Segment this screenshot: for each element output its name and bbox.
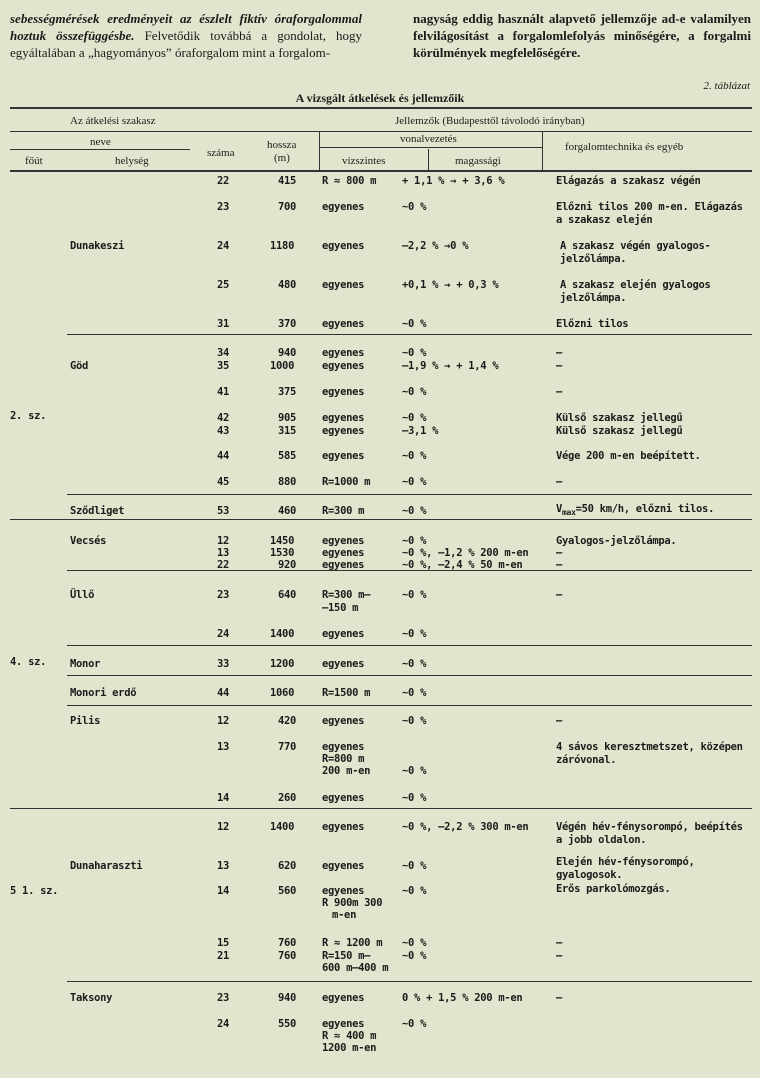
row-egyeb: Elején hév-fénysorompó, gyalogosok. [556, 856, 695, 881]
intro-right-paragraph: nagyság eddig használt alapvető jellemzője ad-e valamilyen felvilágosítást a forgalomlefolyás minőségére, a forgalmi körülmények megfelelőségére. [413, 11, 751, 60]
row-vizszintes: egyenes [322, 715, 365, 727]
row-hossza: 585 [278, 450, 297, 462]
row-vizszintes: egyenes [322, 318, 365, 330]
row-egyeb: Vége 200 m-en beépített. [556, 450, 701, 462]
row-szama: 34 [217, 347, 230, 359]
row-magassagi: ~0 % [402, 1018, 427, 1030]
intro-left-plain: Felvetődik továbbá a gondolat, hogy egyáltalában a „hagyományos” óraforgalom mint a forgalom- [10, 28, 362, 60]
row-egyeb: Külső szakasz jellegű [556, 425, 683, 437]
row-egyeb: Előzni tilos [556, 318, 629, 330]
row-magassagi: ~0 % [402, 792, 427, 804]
group-rule-monor [67, 675, 752, 676]
row-vizszintes-3: m-en [332, 909, 357, 921]
row-vizszintes-2: —150 m [322, 602, 359, 614]
col-rule-2 [428, 149, 429, 171]
row-egyeb: — [556, 715, 563, 727]
row-egyeb: — [556, 347, 563, 359]
row-hossza: 770 [278, 741, 297, 753]
row-vizszintes: egyenes [322, 1018, 365, 1030]
vmax-v: V [556, 503, 563, 515]
row-szama: 22 [217, 175, 230, 187]
row-magassagi: —1,9 % → + 1,4 % [402, 360, 499, 372]
row-hossza: 1000 [270, 360, 295, 372]
row-hossza: 940 [278, 992, 297, 1004]
row-egyeb: — [556, 476, 563, 488]
row-szama: 14 [217, 885, 230, 897]
row-hossza: 640 [278, 589, 297, 601]
helyseg-vecses: Vecsés [70, 535, 107, 547]
row-szama: 21 [217, 950, 230, 962]
header-rule-1 [10, 131, 752, 132]
row-szama: 23 [217, 992, 230, 1004]
row-hossza: 550 [278, 1018, 297, 1030]
row-vizszintes: R=300 m— [322, 589, 371, 601]
header-rule-2 [10, 149, 190, 150]
header-vonalvezetes: vonalvezetés [400, 133, 457, 145]
row-szama: 31 [217, 318, 230, 330]
row-vizszintes: egyenes [322, 535, 365, 547]
table-title: A vizsgált átkelések és jellemzőik [295, 91, 465, 105]
row-magassagi: ~0 % [402, 937, 427, 949]
row-egyeb: — [556, 950, 563, 962]
row-vizszintes: egyenes [322, 821, 365, 833]
row-szama: 22 [217, 559, 230, 571]
helyseg-monor: Monor [70, 658, 101, 670]
row-vizszintes: egyenes [322, 240, 365, 252]
header-szama: száma [207, 147, 235, 159]
row-szama: 42 [217, 412, 230, 424]
header-magassagi: magassági [455, 155, 501, 167]
table-top-rule [10, 107, 752, 109]
fout-2sz: 2. sz. [10, 410, 47, 422]
col-rule-1 [319, 131, 320, 171]
row-szama: 35 [217, 360, 230, 372]
section-rule-2sz [10, 519, 752, 520]
group-rule-ullo [67, 645, 752, 646]
row-szama: 13 [217, 547, 230, 559]
header-jellemzok: Jellemzők (Budapesttől távolodó irányban) [395, 115, 585, 127]
row-egyeb: Erős parkolómozgás. [556, 883, 671, 895]
row-szama: 41 [217, 386, 230, 398]
header-vizszintes: vízszintes [342, 155, 386, 167]
row-magassagi: ~0 %, —1,2 % 200 m-en [402, 547, 529, 559]
row-magassagi: 0 % + 1,5 % 200 m-en [402, 992, 523, 1004]
row-magassagi: ~0 % [402, 386, 427, 398]
row-vizszintes: R=1500 m [322, 687, 371, 699]
group-rule-dunakeszi [67, 334, 752, 335]
intro-left-paragraph [10, 10, 362, 61]
row-egyeb: — [556, 386, 563, 398]
row-egyeb: — [556, 559, 563, 571]
row-vizszintes: egyenes [322, 360, 365, 372]
row-vizszintes-3: 200 m-en [322, 765, 371, 777]
row-hossza: 920 [278, 559, 297, 571]
row-szama: 44 [217, 450, 230, 462]
row-szama: 12 [217, 535, 230, 547]
row-vizszintes: egyenes [322, 425, 365, 437]
row-hossza: 415 [278, 175, 297, 187]
row-hossza: 940 [278, 347, 297, 359]
row-egyeb: Külső szakasz jellegű [556, 412, 683, 424]
vmax-sub: max [562, 508, 576, 518]
row-magassagi: ~0 % [402, 589, 427, 601]
row-magassagi: ~0 % [402, 535, 427, 547]
row-egyeb: A szakasz elején gyalogos jelzőlámpa. [560, 279, 711, 304]
row-szama: 25 [217, 279, 230, 291]
row-magassagi: ~0 % [402, 347, 427, 359]
row-hossza: 760 [278, 950, 297, 962]
row-hossza: 370 [278, 318, 297, 330]
header-fout: főút [25, 155, 43, 167]
row-szama: 13 [217, 860, 230, 872]
row-magassagi: ~0 % [402, 860, 427, 872]
row-hossza: 1530 [270, 547, 295, 559]
row-vizszintes: egyenes [322, 412, 365, 424]
row-hossza: 480 [278, 279, 297, 291]
row-hossza: 905 [278, 412, 297, 424]
row-vizszintes: egyenes [322, 860, 365, 872]
row-szama: 53 [217, 505, 230, 517]
row-vizszintes: egyenes [322, 279, 365, 291]
row-vizszintes-2: R 900m 300 [322, 897, 383, 909]
row-szama: 14 [217, 792, 230, 804]
row-egyeb: A szakasz végén gyalogos-jelzőlámpa. [560, 240, 711, 265]
row-magassagi: + 1,1 % → + 3,6 % [402, 175, 505, 187]
row-hossza: 315 [278, 425, 297, 437]
row-hossza: 1400 [270, 628, 295, 640]
row-magassagi: ~0 % [402, 450, 427, 462]
header-hossza-unit: (m) [274, 152, 290, 164]
row-vizszintes: egyenes [322, 628, 365, 640]
row-vizszintes: egyenes [322, 741, 365, 753]
intro-left-italic: sebességmérések eredményeit az észlelt fiktív óraforgalommal hoztuk összefüggésbe. [10, 11, 362, 43]
header-neve: neve [90, 136, 111, 148]
row-szama: 24 [217, 240, 230, 252]
row-magassagi: ~0 %, —2,4 % 50 m-en [402, 559, 523, 571]
row-vizszintes-2: R ≈ 400 m [322, 1030, 377, 1042]
row-vizszintes: R ≈ 1200 m [322, 937, 383, 949]
row-hossza: 760 [278, 937, 297, 949]
row-magassagi: ~0 % [402, 201, 427, 213]
row-vizszintes: egyenes [322, 547, 365, 559]
row-vizszintes: egyenes [322, 792, 365, 804]
row-hossza: 1200 [270, 658, 295, 670]
fout-4sz: 4. sz. [10, 656, 47, 668]
row-szama: 23 [217, 201, 230, 213]
col-rule-3 [542, 131, 543, 171]
header-hossza: hossza [267, 139, 297, 151]
group-rule-monori-erdo [67, 705, 752, 706]
row-hossza: 375 [278, 386, 297, 398]
section-rule-4sz [10, 808, 752, 809]
row-szama: 43 [217, 425, 230, 437]
row-magassagi: ~0 % [402, 318, 427, 330]
row-szama: 12 [217, 715, 230, 727]
helyseg-taksony: Taksony [70, 992, 113, 1004]
row-szama: 12 [217, 821, 230, 833]
row-szama: 24 [217, 628, 230, 640]
helyseg-dunaharaszti: Dunaharaszti [70, 860, 143, 872]
helyseg-szodliget: Sződliget [70, 505, 125, 517]
row-hossza: 1400 [270, 821, 295, 833]
row-egyeb: 4 sávos keresztmetszet, középen záróvonal. [556, 741, 743, 766]
row-hossza: 1450 [270, 535, 295, 547]
row-szama: 24 [217, 1018, 230, 1030]
group-rule-god [67, 494, 752, 495]
header-helyseg: helység [115, 155, 149, 167]
row-hossza: 700 [278, 201, 297, 213]
helyseg-ullo: Üllő [70, 589, 95, 601]
header-rule-vonal [320, 147, 542, 148]
row-vizszintes: egyenes [322, 885, 365, 897]
row-hossza: 560 [278, 885, 297, 897]
row-vizszintes: egyenes [322, 386, 365, 398]
row-magassagi: —3,1 % [402, 425, 439, 437]
table-number: 2. táblázat [703, 80, 750, 92]
row-hossza: 420 [278, 715, 297, 727]
row-egyeb: — [556, 992, 563, 1004]
row-vizszintes: egyenes [322, 201, 365, 213]
row-hossza: 1180 [270, 240, 295, 252]
row-magassagi: ~0 % [402, 765, 427, 777]
group-rule-dunaharaszti [67, 981, 752, 982]
row-magassagi: ~0 % [402, 628, 427, 640]
row-vizszintes-2: 600 m—400 m [322, 962, 389, 974]
row-magassagi: ~0 % [402, 885, 427, 897]
row-vizszintes: R ≈ 800 m [322, 175, 377, 187]
row-vizszintes: egyenes [322, 658, 365, 670]
row-vizszintes-3: 1200 m-en [322, 1042, 377, 1054]
row-egyeb: Előzni tilos 200 m-en. Elágazás a szakasz elején [556, 201, 743, 226]
row-vizszintes: egyenes [322, 992, 365, 1004]
row-egyeb [556, 503, 714, 519]
helyseg-monori-erdo: Monori erdő [70, 687, 137, 699]
header-bottom-rule [10, 170, 752, 172]
row-vizszintes: egyenes [322, 559, 365, 571]
row-szama: 45 [217, 476, 230, 488]
row-vizszintes: egyenes [322, 450, 365, 462]
row-egyeb: Elágazás a szakasz végén [556, 175, 701, 187]
row-szama: 44 [217, 687, 230, 699]
row-egyeb: — [556, 589, 563, 601]
header-atkelesi: Az átkelési szakasz [70, 115, 156, 127]
row-magassagi: ~0 % [402, 505, 427, 517]
row-magassagi: +0,1 % → + 0,3 % [402, 279, 499, 291]
helyseg-pilis: Pilis [70, 715, 101, 727]
row-magassagi: ~0 % [402, 412, 427, 424]
header-forgalomtechnika: forgalomtechnika és egyéb [565, 141, 684, 153]
row-hossza: 260 [278, 792, 297, 804]
row-magassagi: ~0 % [402, 658, 427, 670]
row-vizszintes: R=150 m— [322, 950, 371, 962]
row-egyeb: — [556, 937, 563, 949]
row-vizszintes: egyenes [322, 347, 365, 359]
row-magassagi: ~0 %, —2,2 % 300 m-en [402, 821, 529, 833]
row-magassagi: ~0 % [402, 476, 427, 488]
row-szama: 15 [217, 937, 230, 949]
row-hossza: 460 [278, 505, 297, 517]
row-egyeb: — [556, 547, 563, 559]
row-egyeb: Végén hév-fénysorompó, beépítés a jobb oldalon. [556, 821, 743, 846]
row-szama: 23 [217, 589, 230, 601]
helyseg-dunakeszi: Dunakeszi [70, 240, 125, 252]
row-hossza: 1060 [270, 687, 295, 699]
row-magassagi: ~0 % [402, 715, 427, 727]
row-szama: 13 [217, 741, 230, 753]
row-vizszintes: R=300 m [322, 505, 365, 517]
row-vizszintes: R=1000 m [322, 476, 371, 488]
vmax-rest: =50 km/h, előzni tilos. [575, 503, 715, 515]
helyseg-god: Göd [70, 360, 89, 372]
fout-51sz: 5 1. sz. [10, 885, 59, 897]
row-szama: 33 [217, 658, 230, 670]
row-magassagi: ~0 % [402, 950, 427, 962]
row-hossza: 880 [278, 476, 297, 488]
row-hossza: 620 [278, 860, 297, 872]
row-magassagi: ~0 % [402, 687, 427, 699]
row-vizszintes-2: R=800 m [322, 753, 365, 765]
row-egyeb: Gyalogos-jelzőlámpa. [556, 535, 677, 547]
row-egyeb: — [556, 360, 563, 372]
row-magassagi: —2,2 % →0 % [402, 240, 469, 252]
